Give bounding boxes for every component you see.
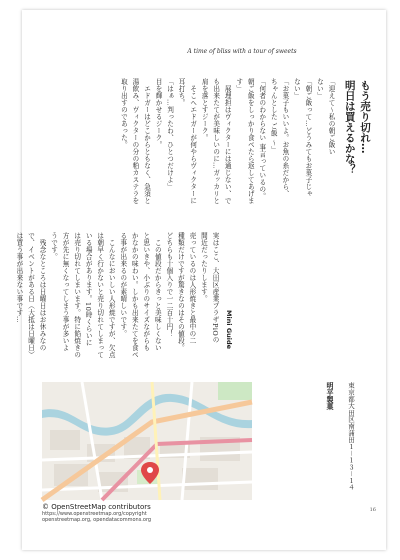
article-line: 肩を落とすジーク。 — [200, 78, 209, 141]
guide-line: 実はここ、大田区産業プラザPiOの — [211, 232, 219, 344]
article-line: 湯飲み、ヴィクターの分の粕カステラを — [130, 78, 139, 204]
article-line: も出来たてが美味しいのに…ガッカリと — [211, 78, 220, 204]
guide-line: うです。 — [49, 232, 58, 260]
guide-line: は朝早く行かないと売り切れてしまって — [95, 232, 104, 358]
title-line: 明日は買えるかな？ — [343, 80, 356, 175]
guide-line: こんなにおいしい人形焼ですが、欠点 — [107, 232, 116, 358]
article-line: 目を輝かせるジーク。 — [154, 78, 163, 148]
article-line: 展理担はヴィクターには通じない、で — [223, 78, 232, 204]
article-line: す」 — [234, 78, 243, 92]
article-line: ない」 — [315, 78, 324, 99]
guide-line: いる場合があります。10時くらいに — [84, 232, 93, 347]
article-line: 「朝ご飯って…どうみてもお菓子じゃ — [303, 78, 312, 197]
guide-line: と思いきや、小ぶりのサイズながらも — [141, 232, 150, 351]
article-line: 「何者のわからない 事言っているの。 — [257, 78, 266, 200]
guide-line: 残念なところは日曜日はお休みなの — [38, 232, 47, 351]
guide-line: 間近だったりします。 — [199, 232, 208, 302]
shop-name: 明平製菓 — [326, 382, 334, 410]
title-line: もう売り切れ… — [359, 80, 371, 154]
guide-line: 売っているのは人形焼きと最中の二 — [187, 232, 196, 344]
page-subtitle: A time of bliss with a tour of sweets — [187, 48, 297, 55]
guide-line: どちらも十個入りで一二百十円！ — [164, 232, 173, 337]
article-line: 朝ご飯をしっかり食べたら返してあげま — [246, 78, 255, 204]
map-credit-link[interactable]: https://www.openstreetmap.org/copyright — [42, 511, 147, 517]
guide-line: 種類だけですが驚きなのはその値段。 — [176, 232, 185, 351]
guide-line: この値段だからきっと美味しくない — [153, 232, 162, 351]
guide-line: 方が先に無くなってしまう事が多いよ — [61, 232, 70, 351]
article-line: エドガーはどこからともなく、急須と — [142, 78, 151, 204]
guide-line: は売り切れてしまいます。特に餡焼きの — [72, 232, 81, 358]
map-credit-line1: © OpenStreetMap contributors — [42, 503, 151, 511]
map-credit-sources: openstreetmap.org, opendatacommons.org — [42, 517, 152, 523]
article-line: 「お菓子もいいよ。お魚の糸だから、 — [280, 78, 289, 197]
map-image — [42, 382, 252, 500]
guide-line: かなかの味わい。しかも出来たてを食べ — [130, 232, 139, 358]
shop-address: 東京都大田区南蒲田１－１３－１４ — [347, 382, 355, 491]
article-line: ない」 — [292, 78, 301, 99]
article-line: 「迎えて～私の朝ご飯い — [327, 78, 335, 155]
article-line: 「はぁ…判ったわ、ひとつだけよ」 — [165, 78, 174, 190]
guide-line: で、イベントがある日（大抵は日曜日） — [26, 232, 35, 358]
article-line: 取り出すのであった。 — [119, 78, 128, 148]
article-line: そこへエドガーが何やらヴィクターに — [188, 78, 197, 204]
mini-guide-label: Mini Guide — [225, 310, 233, 350]
page-number: 16 — [369, 507, 376, 513]
article-title — [342, 80, 372, 210]
guide-line: は買う事が出来ない事です… — [14, 232, 23, 323]
guide-line: る事が出来るのが素晴しいです。 — [118, 232, 127, 337]
book-page — [14, 10, 386, 550]
article-line: 耳打ち。 — [177, 78, 186, 106]
article-line: ちゃんとした ご飯 ～」 — [269, 78, 278, 153]
map-credit — [42, 503, 151, 523]
